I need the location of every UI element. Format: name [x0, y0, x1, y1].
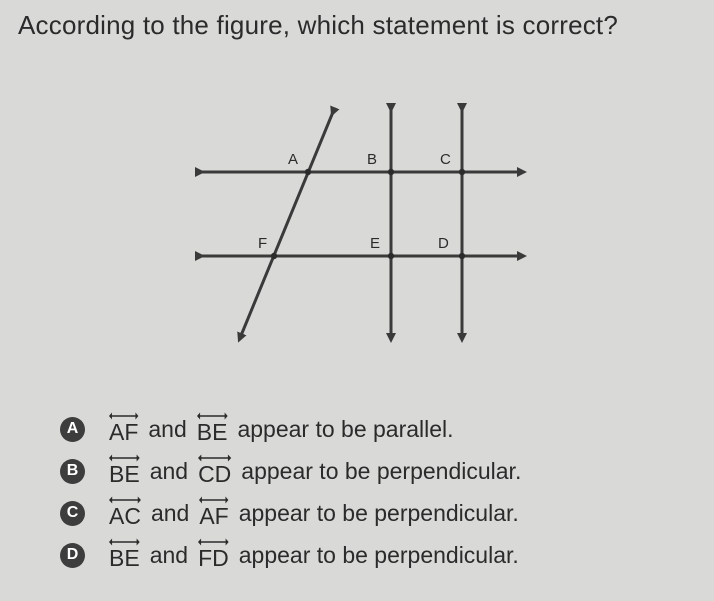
point-b — [388, 169, 394, 175]
double-arrow-icon — [109, 537, 140, 547]
point-c — [459, 169, 465, 175]
choice-statement: appear to be perpendicular. — [241, 457, 522, 484]
label-d: D — [438, 235, 449, 252]
choice-b[interactable] — [60, 454, 531, 488]
point-d — [459, 253, 465, 259]
line-name: AC — [109, 503, 141, 529]
conjunction: and — [149, 541, 189, 568]
double-arrow-icon — [198, 453, 231, 463]
line-symbol — [109, 497, 141, 529]
label-a: A — [288, 151, 299, 168]
double-arrow-icon — [199, 495, 228, 505]
point-f — [271, 253, 277, 259]
point-e — [388, 253, 394, 259]
label-b: B — [367, 151, 378, 168]
label-c: C — [440, 151, 451, 168]
line-symbol — [197, 413, 228, 445]
line-symbol — [109, 455, 140, 487]
label-e: E — [370, 235, 381, 252]
line-name: FD — [198, 545, 229, 571]
double-arrow-icon — [109, 453, 140, 463]
choice-badge: C — [60, 501, 85, 526]
line-symbol — [199, 497, 228, 529]
choice-d[interactable] — [60, 538, 529, 572]
choice-badge: D — [60, 543, 85, 568]
label-f: F — [258, 235, 268, 252]
question-text: According to the figure, which statement is correct? — [18, 10, 619, 40]
choice-statement: appear to be parallel. — [237, 415, 454, 442]
double-arrow-icon — [109, 411, 138, 421]
line-name: CD — [198, 461, 232, 487]
choice-badge: A — [60, 417, 85, 442]
line-name: BE — [196, 419, 228, 445]
double-arrow-icon — [198, 537, 229, 547]
line-name: BE — [109, 461, 140, 487]
conjunction: and — [150, 499, 190, 526]
choice-c[interactable] — [60, 496, 529, 530]
line-symbol — [109, 539, 140, 571]
conjunction: and — [149, 457, 189, 484]
line-af — [240, 112, 333, 338]
choice-a[interactable] — [60, 412, 464, 446]
line-symbol — [198, 455, 231, 487]
line-name: BE — [109, 545, 140, 571]
choice-badge: B — [60, 459, 85, 484]
point-a — [305, 169, 311, 175]
line-name: AF — [199, 503, 229, 529]
double-arrow-icon — [197, 411, 228, 421]
line-name: AF — [109, 419, 139, 445]
double-arrow-icon — [109, 495, 141, 505]
choice-statement: appear to be perpendicular. — [238, 499, 519, 526]
line-symbol — [198, 539, 229, 571]
conjunction: and — [148, 415, 187, 442]
choice-statement: appear to be perpendicular. — [238, 541, 519, 568]
line-symbol — [109, 413, 138, 445]
